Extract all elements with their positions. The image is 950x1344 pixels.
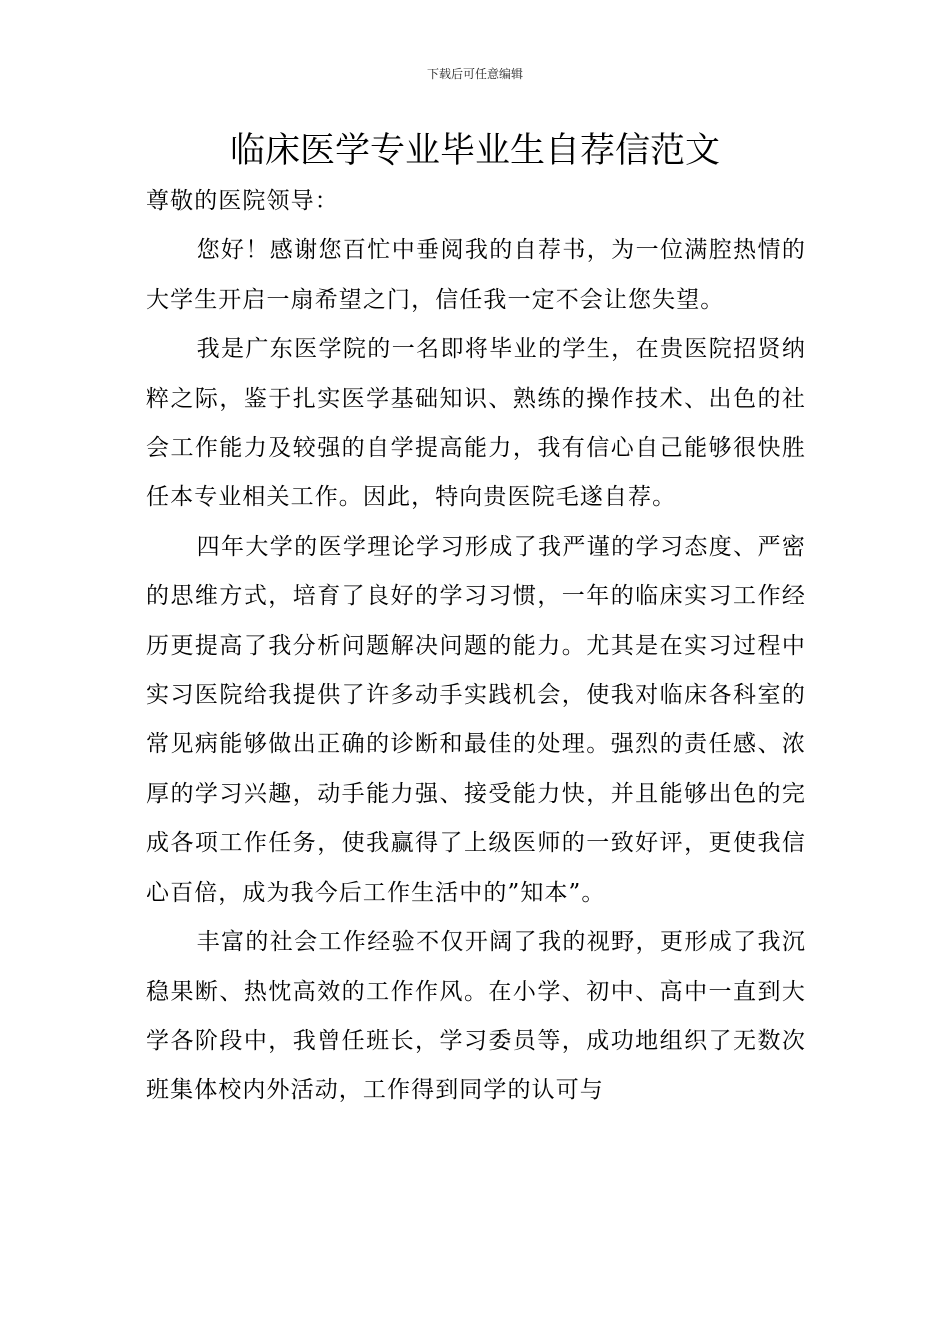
paragraph-introduction: 我是广东医学院的一名即将毕业的学生，在贵医院招贤纳粹之际，鉴于扎实医学基础知识、熟练的操作技术、出色的社会工作能力及较强的自学提高能力，我有信心自己能够很快胜任本专业相关工作。因此，特向贵医院毛遂自荐。	[146, 336, 806, 511]
paragraph-study-experience: 四年大学的医学理论学习形成了我严谨的学习态度、严密的思维方式，培育了良好的学习习惯，一年的临床实习工作经历更提高了我分析问题解决问题的能力。尤其是在实习过程中实习医院给我提供了许多动手实践机会，使我对临床各科室的常见病能够做出正确的诊断和最佳的处理。强烈的责任感、浓厚的学习兴趣，动手能力强、接受能力快，并且能够出色的完成各项工作任务，使我赢得了上级医师的一致好评，更使我信心百倍，成为我今后工作生活中的”知本”。	[146, 533, 806, 906]
header-note: 下载后可任意编辑	[426, 67, 523, 81]
paragraph-social-experience: 丰富的社会工作经验不仅开阔了我的视野，更形成了我沉稳果断、热忱高效的工作作风。在小学、初中、高中一直到大学各阶段中，我曾任班长，学习委员等，成功地组织了无数次班集体校内外活动，工作得到同学的认可与	[146, 929, 806, 1104]
paragraph-greeting: 您好！感谢您百忙中垂阅我的自荐书，为一位满腔热情的大学生开启一扇希望之门，信任我一定不会让您失望。	[146, 237, 806, 313]
document-title: 临床医学专业毕业生自荐信范文	[229, 131, 720, 171]
salutation: 尊敬的医院领导：	[146, 188, 339, 214]
letter-body	[146, 177, 806, 1116]
